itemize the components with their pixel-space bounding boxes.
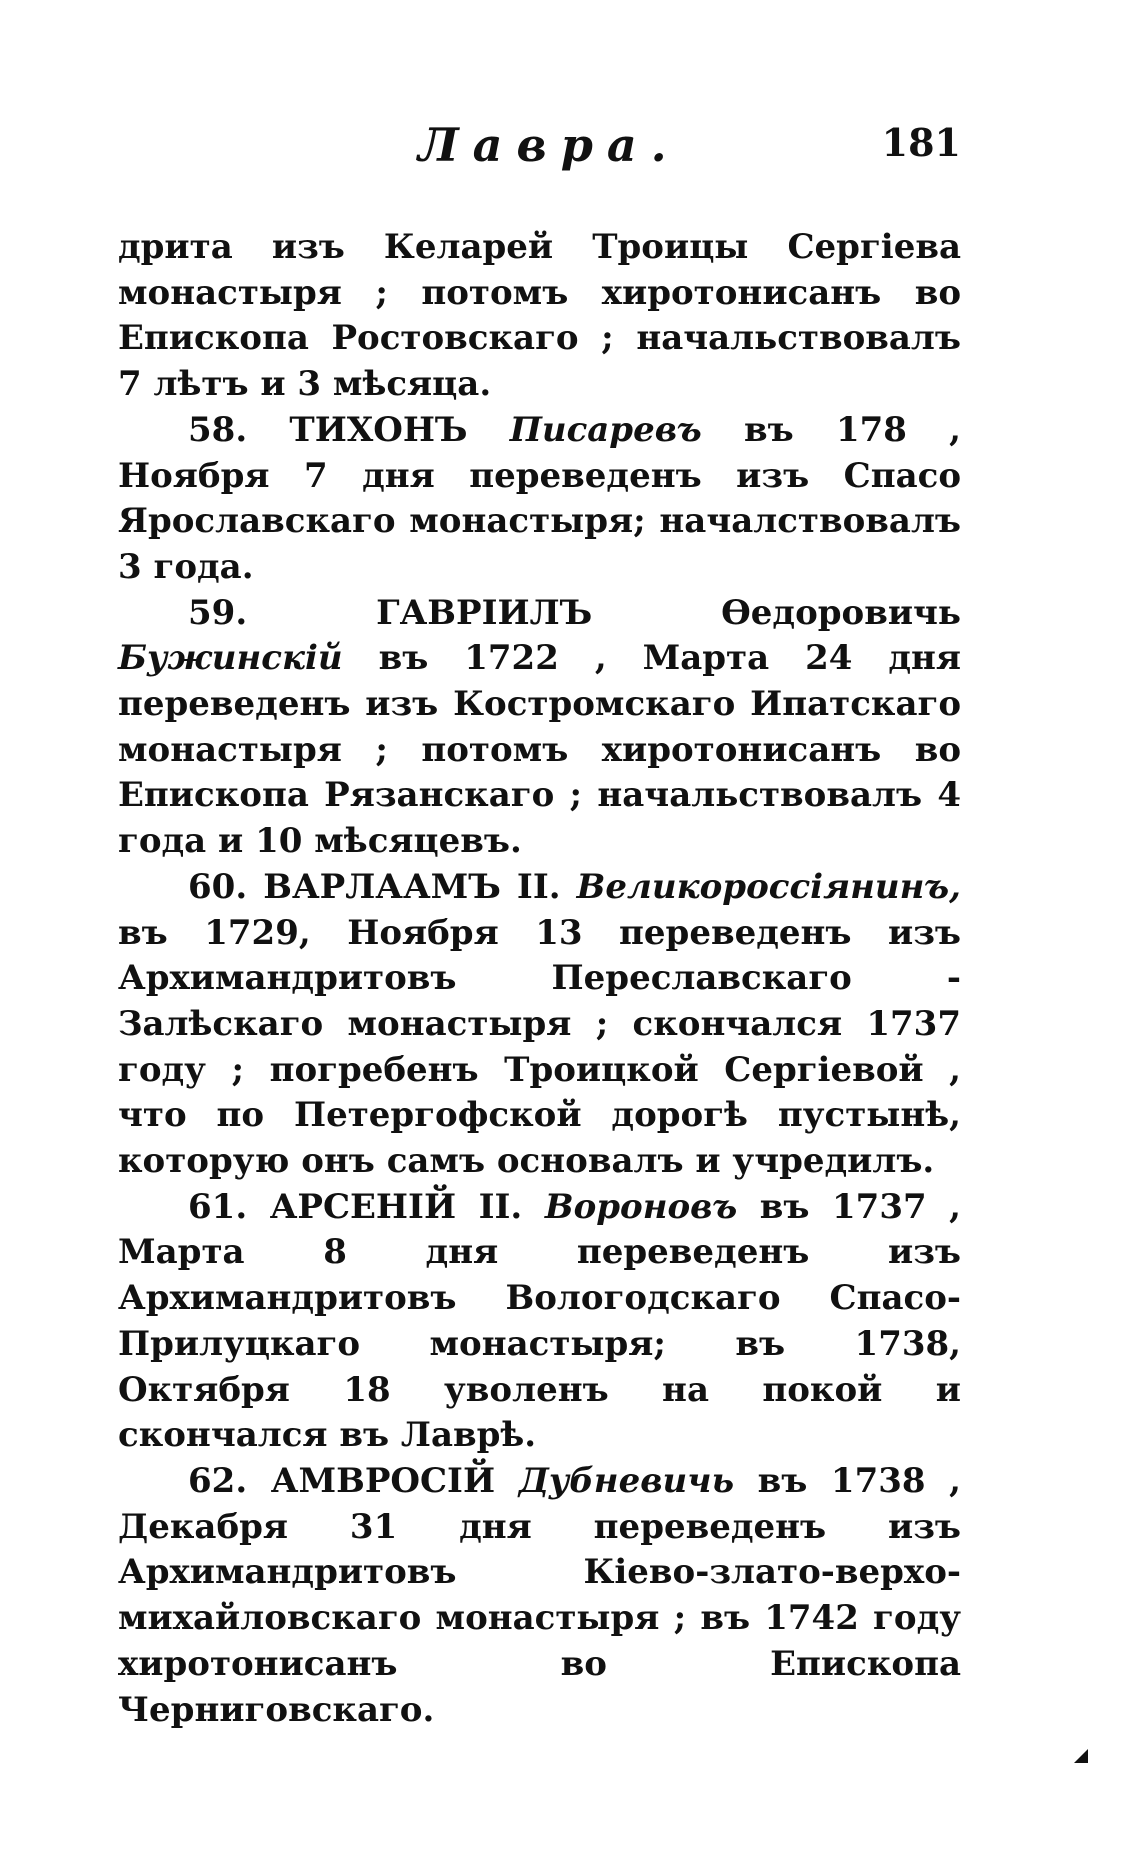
entry-surname: Дубневичь <box>518 1460 735 1501</box>
entry-surname: Писаревъ <box>509 409 702 450</box>
entry-text: въ 1738 , Декабря 31 дня переведенъ изъ Архимандритовъ Кiево-злато-верхо-михайловскаго монастыря ; въ 1742 году хиротонисанъ во Епископа Черниговскаго. <box>118 1460 961 1730</box>
entry-60 <box>118 865 961 1185</box>
entry-text: въ 1722 , Марта 24 дня переведенъ изъ Костромскаго Ипатскаго монастыря ; потомъ хиротонисанъ во Епископа Рязанскаго ; начальствовалъ 4 года и 10 мѣсяцевъ. <box>118 638 961 862</box>
entry-number: 59. <box>188 592 248 633</box>
entry-name: АРСЕНIЙ II. <box>269 1186 523 1227</box>
page-header <box>118 118 961 178</box>
entry-surname: Бужинскiй <box>118 638 343 679</box>
entry-name: ВАРЛААМЪ II. <box>263 866 561 907</box>
entry-name: АМВРОСIЙ <box>270 1460 496 1501</box>
entry-58 <box>118 408 961 591</box>
entry-name: ТИХОНЪ <box>289 409 468 450</box>
entry-number: 60. <box>188 866 248 907</box>
running-title: Лавра. <box>418 118 681 172</box>
continuation-paragraph <box>118 225 961 408</box>
corner-mark <box>1074 1749 1088 1763</box>
entry-name: ГАВРIИЛЪ Өедоровичь <box>376 592 962 633</box>
entry-number: 58. <box>188 409 248 450</box>
entry-number: 62. <box>188 1460 248 1501</box>
entry-text: въ 1729, Ноября 13 переведенъ изъ Архимандритовъ Переславскаго - Залѣскаго монастыря ; скончался 1737 году ; погребенъ Троицкой Сергiевой , что по Петергофской дорогѣ пустынѣ, которую онъ самъ основалъ и учредилъ. <box>118 912 961 1182</box>
paragraph-text: дрита изъ Келарей Троицы Сергiева монастыря ; потомъ хиротонисанъ во Епископа Ростовскаго ; начальствовалъ 7 лѣтъ и 3 мѣсяца. <box>118 227 961 405</box>
entry-62 <box>118 1459 961 1733</box>
entry-number: 61. <box>188 1186 248 1227</box>
entry-61 <box>118 1185 961 1459</box>
page-number: 181 <box>881 120 961 165</box>
entry-surname: Великороссiянинъ, <box>576 866 961 907</box>
entry-text: въ 178 , Ноября 7 дня переведенъ изъ Спасо Ярославскаго монастыря; началствовалъ 3 года. <box>118 409 962 587</box>
entry-surname: Вороновъ <box>544 1186 738 1227</box>
page-body <box>118 225 961 1733</box>
entry-59 <box>118 591 961 865</box>
entry-text: въ 1737 , Марта 8 дня переведенъ изъ Архимандритовъ Вологодскаго Спасо-Прилуцкаго монастыря; въ 1738, Октября 18 уволенъ на покой и скончался въ Лаврѣ. <box>118 1186 962 1456</box>
